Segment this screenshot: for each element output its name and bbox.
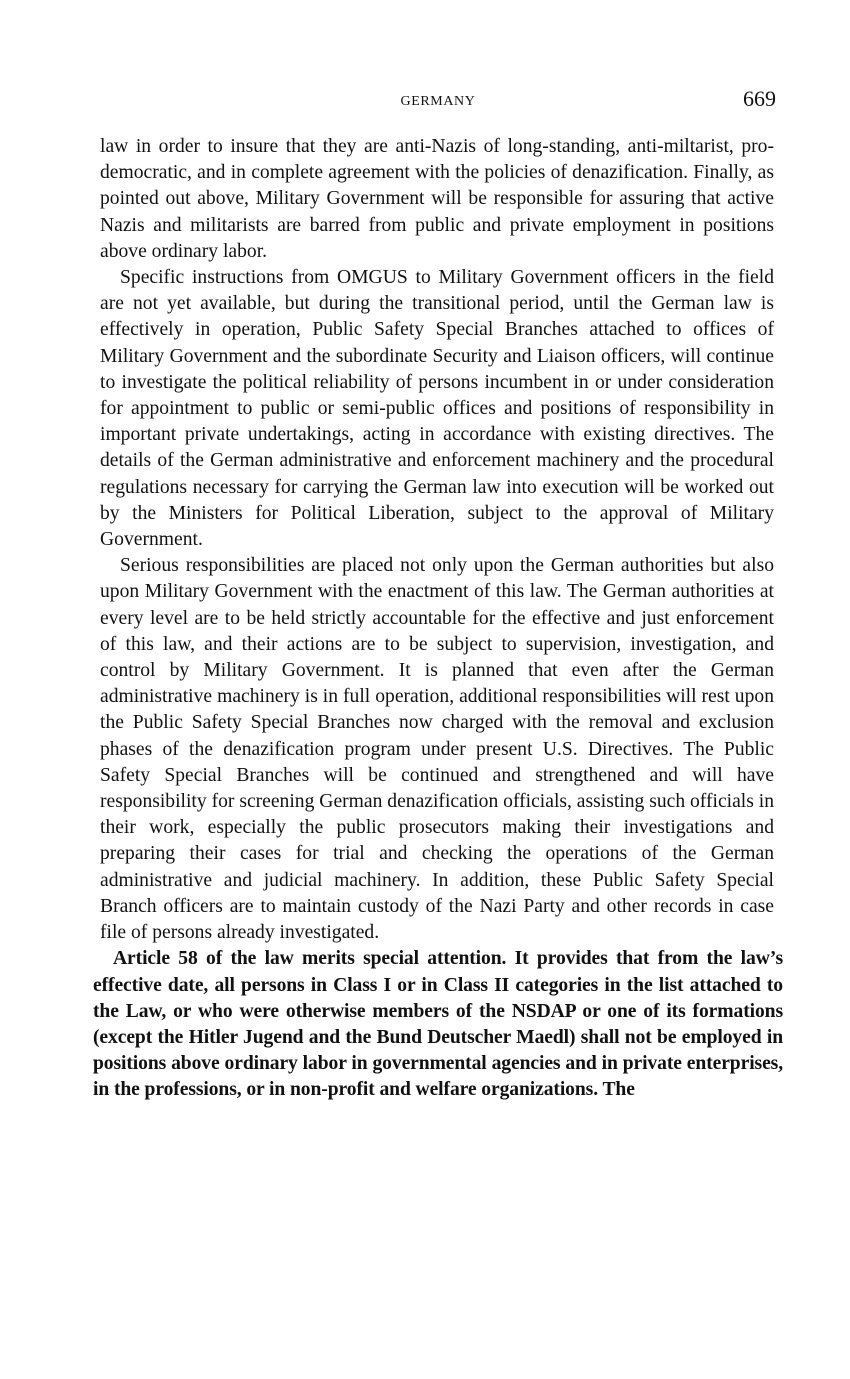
paragraph-specific-instructions: Specific instructions from OMGUS to Military Government officers in the field are not yet available, but during the transitional period, until the German law is effectively in operation, Public Safety Special Branches attached to offices of Military Government and the subordinate Security and Liaison officers, will continue to investigate the political reliability of persons incumbent in or under consideration for appointment to public or semi-public offices and positions of responsibility in important private undertakings, acting in accordance with existing directives. The details of the German administrative and enforcement machinery and the procedural regulations necessary for carrying the German law into execution will be worked out by the Ministers for Political Liberation, subject to the approval of Military Government. bbox=[100, 267, 774, 551]
page-number: 669 bbox=[743, 86, 776, 111]
paragraph-article-58: Article 58 of the law merits special attention. It provides that from the law’s effective date, all persons in Class I or in Class II categories in the list attached to the Law, or who were otherwise members of the NSDAP or one of its formations (except the Hitler Jugend and the Bund Deutscher Maedl) shall not be employed in positions above ordinary labor in governmental agencies and in private enterprises, in the professions, or in non-profit and welfare organizations. The bbox=[93, 948, 783, 1101]
paragraph-continuation: law in order to insure that they are anti-Nazis of long-standing, anti-miltarist, pro-democratic, and in complete agreement with the policies of denazification. Finally, as pointed out above, Military Government will be responsible for assuring that active Nazis and militarists are barred from public and private employment in positions above ordinary labor. bbox=[100, 136, 774, 262]
running-title: GERMANY bbox=[400, 94, 476, 109]
running-head bbox=[100, 86, 776, 118]
body-text bbox=[93, 134, 783, 1104]
paragraph-serious-responsibilities: Serious responsibilities are placed not only upon the German authorities but also upon Military Government with the enactment of this law. The German authorities at every level are to be held strictly accountable for the effective and just enforcement of this law, and their actions are to be subject to supervision, investigation, and control by Military Government. It is planned that even after the German administrative machinery is in full operation, additional responsibilities will rest upon the Public Safety Special Branches now charged with the removal and exclusion phases of the denazification program under present U.S. Directives. The Public Safety Special Branches will be continued and strengthened and will have responsibility for screening German denazification officials, assisting such officials in their work, especially the public prosecutors making their investigations and preparing their cases for trial and checking the operations of the German administrative and judicial machinery. In addition, these Public Safety Special Branch officers are to maintain custody of the Nazi Party and other records in case file of persons already investigated. bbox=[100, 555, 774, 944]
